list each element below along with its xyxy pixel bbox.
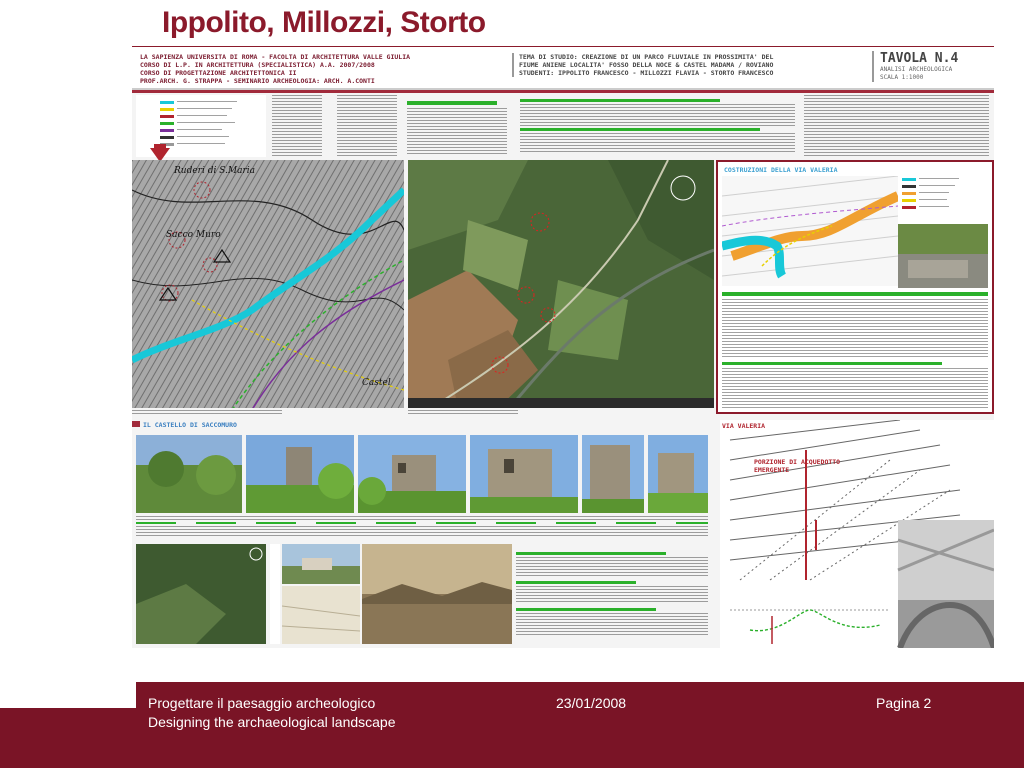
map-label: Sacco Muro [166, 230, 221, 240]
tavola-box [872, 51, 998, 82]
tavola-number: TAVOLA N.4 [880, 51, 959, 66]
castle-photo [582, 435, 644, 513]
panel-text [722, 368, 988, 408]
poster-board [132, 48, 994, 648]
legend-item [160, 141, 260, 148]
sepia-photo [362, 544, 512, 644]
legend-item [160, 120, 260, 127]
header-line: LA SAPIENZA UNIVERSITA DI ROMA - FACOLTA DI ARCHITETTURA VALLE GIULIA [140, 53, 411, 61]
vertical-label [270, 544, 280, 644]
via-valeria-panel [716, 160, 994, 414]
title-rule [132, 46, 994, 47]
footer-page-number: Pagina 2 [876, 695, 932, 711]
legend-text [272, 95, 322, 157]
historic-map [132, 160, 404, 408]
castle-photo [358, 435, 466, 513]
footer-date: 23/01/2008 [556, 695, 627, 711]
historic-drawing [282, 586, 360, 644]
footer-notch [0, 682, 136, 708]
aqueduct-panel [720, 420, 994, 648]
castle-photo [470, 435, 578, 513]
header-line: TEMA DI STUDIO: CREAZIONE DI UN PARCO FLUVIALE IN PROSSIMITA' DEL [519, 53, 774, 61]
castle-photo [136, 435, 242, 513]
castle-section-title [132, 421, 302, 429]
header-line: STUDENTI: IPPOLITO FRANCESCO - MILLOZZI FLAVIA - STORTO FRANCESCO [519, 69, 774, 77]
photo-text [136, 526, 708, 536]
tavola-sub: ANALISI ARCHEOLOGICA [880, 66, 953, 73]
green-heading [722, 362, 942, 365]
header-line: CORSO DI L.P. IN ARCHITETTURA (SPECIALISTICA) A.A. 2007/2008 [140, 61, 375, 69]
panel-title: COSTRUZIONI DELLA VIA VALERIA [724, 166, 838, 174]
footer-course-it: Progettare il paesaggio archeologico [148, 695, 376, 711]
castle-photo [246, 435, 354, 513]
bottom-text [516, 552, 708, 644]
legend-item [160, 106, 260, 113]
map-caption [408, 410, 518, 415]
header-divider [132, 90, 994, 93]
satellite-map [408, 160, 714, 408]
footer-course-en: Designing the archaeological landscape [148, 714, 396, 730]
legend-item [160, 127, 260, 134]
legend-item [160, 134, 260, 141]
legend-item [160, 113, 260, 120]
town-photo [282, 544, 360, 584]
castle-photo [648, 435, 708, 513]
legend-text [337, 95, 397, 157]
via-valeria-label: VIA VALERIA [722, 422, 766, 430]
tavola-scale: SCALA 1:1000 [880, 74, 924, 81]
slide-title: Ippolito, Millozzi, Storto [162, 6, 486, 39]
university-header [140, 53, 500, 85]
via-legend [902, 176, 988, 211]
castle-section-label: IL CASTELLO DI SACCOMURO [143, 421, 237, 429]
text-block [407, 95, 507, 157]
poster-header [132, 48, 994, 90]
via-photo [898, 224, 988, 288]
header-line: PROF.ARCH. G. STRAPPA - SEMINARIO ARCHEOLOGIA: ARCH. A.CONTI [140, 77, 375, 85]
legend-item [160, 99, 260, 106]
header-line: FIUME ANIENE LOCALITA' FOSSO DELLA NOCE & CASTEL MADAMA / ROVIANO [519, 61, 774, 69]
text-block [804, 95, 989, 157]
photo-captions [136, 516, 708, 520]
aerial-photo [136, 544, 266, 644]
aqueduct-label: PORZIONE DI ACQUEDOTTO EMERGENTE [754, 458, 841, 474]
map-label: Ruderi di S.Maria [174, 166, 256, 176]
header-line: CORSO DI PROGETTAZIONE ARCHITETTONICA II [140, 69, 297, 77]
study-theme-header [512, 53, 874, 77]
photo-caption-rule [136, 522, 708, 524]
text-block [520, 95, 795, 157]
map-caption [132, 410, 282, 415]
green-heading [722, 292, 988, 296]
map-label: Castel [362, 378, 391, 388]
panel-text [722, 299, 988, 359]
